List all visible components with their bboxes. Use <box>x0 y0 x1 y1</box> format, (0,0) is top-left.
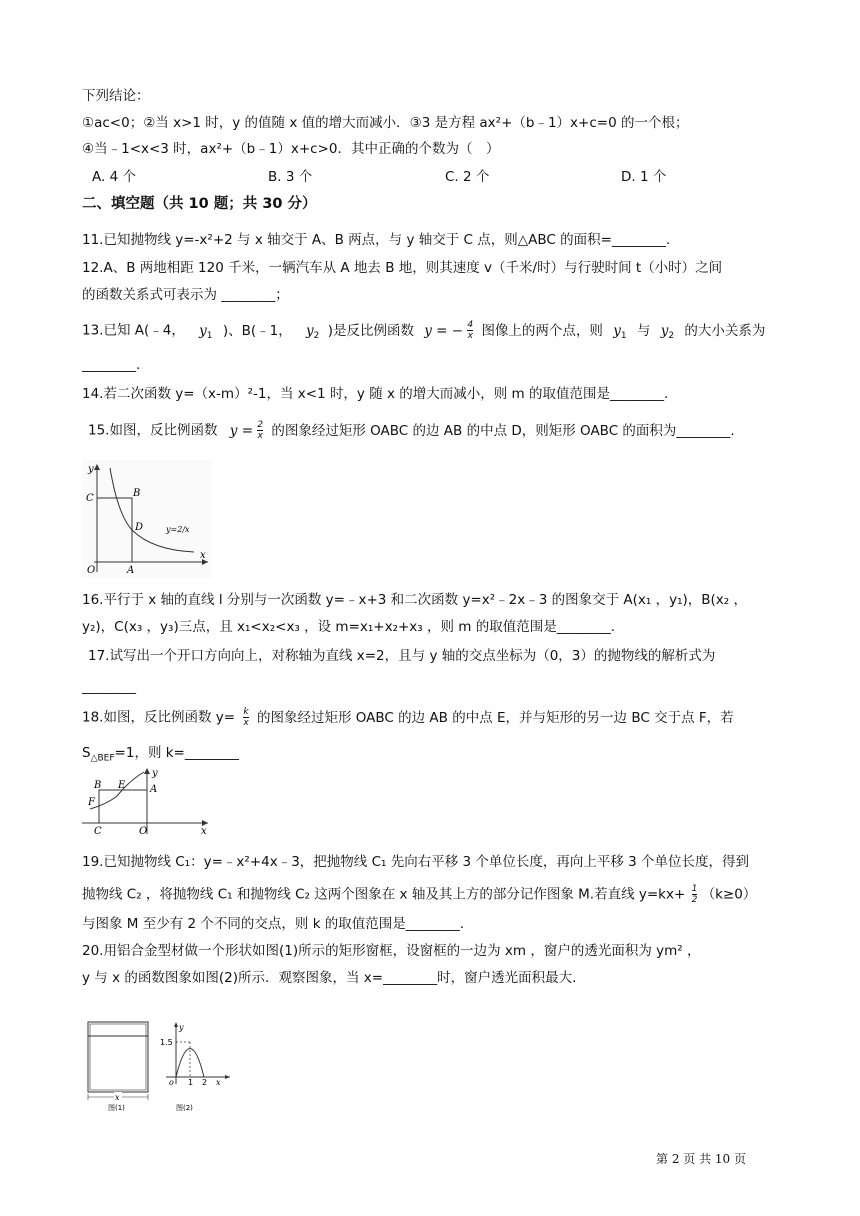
figure-20-window-frame <box>86 1020 150 1112</box>
fig15-y-label: y <box>88 464 94 475</box>
conclusions-line-1: ①ac<0；②当 x>1 时，y 的值随 x 值的增大而减小．③3 是方程 ax²+（b﹣1）x+c=0 的一个根； <box>82 115 689 131</box>
figure-15 <box>82 460 212 578</box>
fig15-x-label: x <box>200 550 206 561</box>
fig20b-caption: 图(2) <box>176 1104 193 1112</box>
option-a: A. 4 个 <box>92 169 136 185</box>
fig20a-caption: 图(1) <box>108 1104 125 1112</box>
question-12-line-1: 12.A、B 两地相距 120 千米，一辆汽车从 A 地去 B 地，则其速度 v（千米/时）与行驶时间 t（小时）之间 <box>82 260 723 276</box>
fig15-point-o: O <box>87 565 96 576</box>
question-16-line-1: 16.平行于 x 轴的直线 l 分别与一次函数 y=﹣x+3 和二次函数 y=x²﹣2x﹣3 的图象交于 A(x₁ ，y₁)，B(x₂ ， <box>82 592 747 608</box>
question-13-line-2: ________. <box>82 357 141 373</box>
figure-20-area-graph <box>156 1022 236 1112</box>
fig15-point-a: A <box>127 565 135 576</box>
fig20b-origin-label: o <box>169 1078 174 1087</box>
question-15: 15.如图，反比例函数 y = $\frac{2}{x}$ 的图象经过矩形 OABC 的边 AB 的中点 D，则矩形 OABC 的面积为________. <box>88 420 735 441</box>
figure-18 <box>82 768 212 838</box>
option-d: D. 1 个 <box>621 169 667 185</box>
page-footer: 第 2 页 共 10 页 <box>656 1152 746 1166</box>
fig18-point-c: C <box>94 826 102 837</box>
question-11: 11.已知抛物线 y=-x²+2 与 x 轴交于 A、B 两点，与 y 轴交于 C 点，则△ABC 的面积=________. <box>82 232 671 248</box>
question-18-line-2: $S_{\triangle BEF}=1$，则 k=________ <box>82 745 239 764</box>
fraction-4-over-x: $\frac{4}{x}$ <box>467 320 474 341</box>
fraction-2-over-x: $\frac{2}{x}$ <box>257 420 264 441</box>
fig18-point-e: E <box>118 780 126 791</box>
fig18-point-f: F <box>88 797 95 808</box>
fig18-y-label: y <box>152 768 158 779</box>
question-17-line-2: ________ <box>82 679 136 695</box>
fig18-point-b: B <box>94 780 102 791</box>
question-17-line-1: 17.试写出一个开口方向向上，对称轴为直线 x=2，且与 y 轴的交点坐标为（0，3）的抛物线的解析式为 <box>88 648 716 664</box>
question-18-line-1: 18.如图，反比例函数 y= $\frac{k}{x}$ 的图象经过矩形 OABC 的边 AB 的中点 E，并与矩形的另一边 BC 交于点 F，若 <box>82 707 734 728</box>
intro-text: 下列结论： <box>82 88 150 104</box>
question-16-line-2: y₂)，C(x₃ ，y₃)三点，且 x₁<x₂<x₃ ，设 m=x₁+x₂+x₃ ，则 m 的取值范围是________. <box>82 619 616 635</box>
question-19-line-3: 与图象 M 至少有 2 个不同的交点，则 k 的取值范围是________. <box>82 916 465 932</box>
question-19-line-2: 抛物线 C₂ ，将抛物线 C₁ 和抛物线 C₂ 这两个图象在 x 轴及其上方的部分记作图象 M.若直线 y=kx+ $\frac{1}{2}$ （k≥0） <box>82 884 757 905</box>
question-14: 14.若二次函数 y=（x-m）²-1，当 x<1 时，y 随 x 的增大而减小，则 m 的取值范围是________. <box>82 386 669 402</box>
fig20b-y-label: y <box>179 1023 184 1032</box>
fraction-1-over-2: $\frac{1}{2}$ <box>691 884 698 905</box>
fig18-point-o: O <box>139 826 148 837</box>
option-c: C. 2 个 <box>445 169 490 185</box>
fig15-point-d: D <box>135 522 144 533</box>
question-12-line-2: 的函数关系式可表示为 ________； <box>82 287 289 303</box>
fig18-x-label: x <box>201 826 207 837</box>
fig15-point-c: C <box>86 493 94 504</box>
fig20b-tick-1: 1 <box>188 1078 194 1087</box>
fig15-curve-label: y=2/x <box>166 525 190 534</box>
question-19-line-1: 19.已知抛物线 C₁：y=﹣x²+4x﹣3，把抛物线 C₁ 先向右平移 3 个单位长度，再向上平移 3 个单位长度，得到 <box>82 854 750 870</box>
question-13-line-1: 13.已知 A(﹣4， $y_1$ )、B(﹣1， $y_2$ )是反比例函数 y = − $\frac{4}{x}$ 图像上的两个点，则 $y_1$ 与 $y_2$ 的大小关系为 <box>82 320 766 342</box>
fig20b-max-label: 1.5 <box>160 1038 173 1047</box>
section-title: 二、填空题（共 10 题；共 30 分） <box>82 196 317 212</box>
question-20-line-1: 20.用铝合金型材做一个形状如图(1)所示的矩形窗框，设窗框的一边为 xm ，窗户的透光面积为 ym² ， <box>82 943 701 959</box>
fig18-point-a: A <box>150 784 158 795</box>
fig15-point-b: B <box>133 488 141 499</box>
fig20b-tick-2: 2 <box>202 1078 208 1087</box>
conclusions-line-2: ④当﹣1<x<3 时，ax²+（b﹣1）x+c>0．其中正确的个数为（ ） <box>82 141 500 157</box>
fraction-k-over-x: $\frac{k}{x}$ <box>243 707 249 728</box>
fig20a-x-label: x <box>115 1093 120 1102</box>
fig20b-x-label: x <box>216 1078 221 1087</box>
question-20-line-2: y 与 x 的函数图象如图(2)所示．观察图象，当 x=________时，窗户透光面积最大. <box>82 970 577 986</box>
option-b: B. 3 个 <box>268 169 313 185</box>
